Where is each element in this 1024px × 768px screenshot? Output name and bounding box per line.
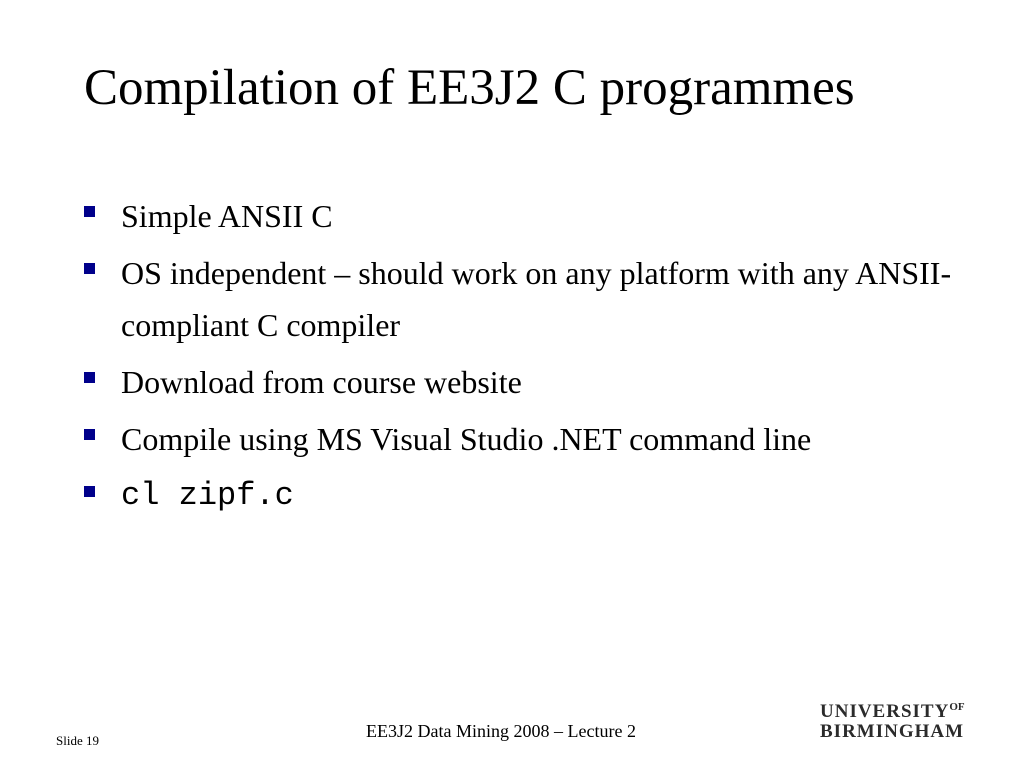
slide-title: Compilation of EE3J2 C programmes — [84, 60, 855, 116]
footer-text: EE3J2 Data Mining 2008 – Lecture 2 — [366, 721, 636, 741]
square-bullet-icon — [84, 372, 95, 383]
university-logo — [820, 697, 980, 741]
logo-line-1 — [820, 697, 980, 722]
bullet-code-text: cl zipf.c — [121, 477, 294, 514]
bullet-text: Simple ANSII C — [121, 198, 333, 234]
square-bullet-icon — [84, 263, 95, 274]
bullet-item — [84, 413, 984, 465]
logo-of-text: OF — [949, 701, 965, 713]
bullet-text: Download from course website — [121, 364, 522, 400]
logo-line-2: BIRMINGHAM — [820, 721, 965, 742]
bullet-text: OS independent – should work on any platform with any ANSII-compliant C compiler — [121, 255, 952, 343]
bullet-list — [84, 190, 984, 527]
bullet-item — [84, 247, 984, 351]
bullet-item — [84, 356, 984, 408]
bullet-text: Compile using MS Visual Studio .NET command line — [121, 421, 812, 457]
bullet-item-code — [84, 470, 984, 522]
logo-university-text: UNIVERSITY — [820, 701, 950, 722]
square-bullet-icon — [84, 429, 95, 440]
square-bullet-icon — [84, 486, 95, 497]
square-bullet-icon — [84, 206, 95, 217]
bullet-item — [84, 190, 984, 242]
slide-number: Slide 19 — [56, 733, 99, 748]
